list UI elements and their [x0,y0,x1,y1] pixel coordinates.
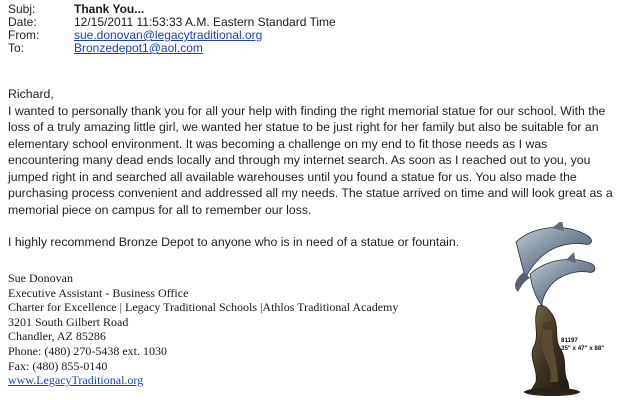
body-paragraph-2: I highly recommend Bronze Depot to anyone who is in need of a statue or fountain. [8,235,460,249]
product-sku: 81197 [561,337,578,344]
subject-value: Thank You... [74,2,145,16]
date-label: Date: [8,15,37,29]
signature-address-line-1: 3201 South Gilbert Road [8,314,129,329]
from-label: From: [8,28,40,42]
dolphin-statue-icon [508,222,608,397]
signature-phone: Phone: (480) 270-5438 ext. 1030 [8,343,167,358]
signature-name: Sue Donovan [8,271,73,285]
signature-block [8,271,468,388]
signature-website-link[interactable]: www.LegacyTraditional.org [8,373,144,388]
from-email-link[interactable]: sue.donovan@legacytraditional.org [74,28,263,42]
product-dimensions: 35" x 47" x 88" [561,345,605,352]
greeting: Richard, [8,87,54,101]
to-label: To: [8,41,25,55]
date-value: 12/15/2011 11:53:33 A.M. Eastern Standard Time [74,15,336,29]
signature-title: Executive Assistant - Business Office [8,285,189,300]
signature-address-line-2: Chandler, AZ 85286 [8,329,106,344]
body-paragraph-1: I wanted to personally thank you for all your help with finding the right memorial statue for our school. With the loss of a truly amazing little girl, we wanted her statue to be just right for her family but also be suitable for an elementary school environment. It was becoming a challenge on my end to fit those needs as I was encountering many dead ends locally and through my internet search. As soon as I reached out to you, you jumped right in and searched all available warehouses until you found a statue for us. You also made the purchasing process convenient and addressed all my needs. The statue arrived on time and will look great as a memorial piece on campus for all to remember our loss. [8,103,613,217]
signature-org: Charter for Excellence | Legacy Traditional Schools |Athlos Traditional Academy [8,300,399,315]
signature-fax: Fax: (480) 855-0140 [8,358,108,373]
subject-label: Subj: [8,2,36,16]
to-email-link[interactable]: Bronzedepot1@aol.com [74,41,203,55]
